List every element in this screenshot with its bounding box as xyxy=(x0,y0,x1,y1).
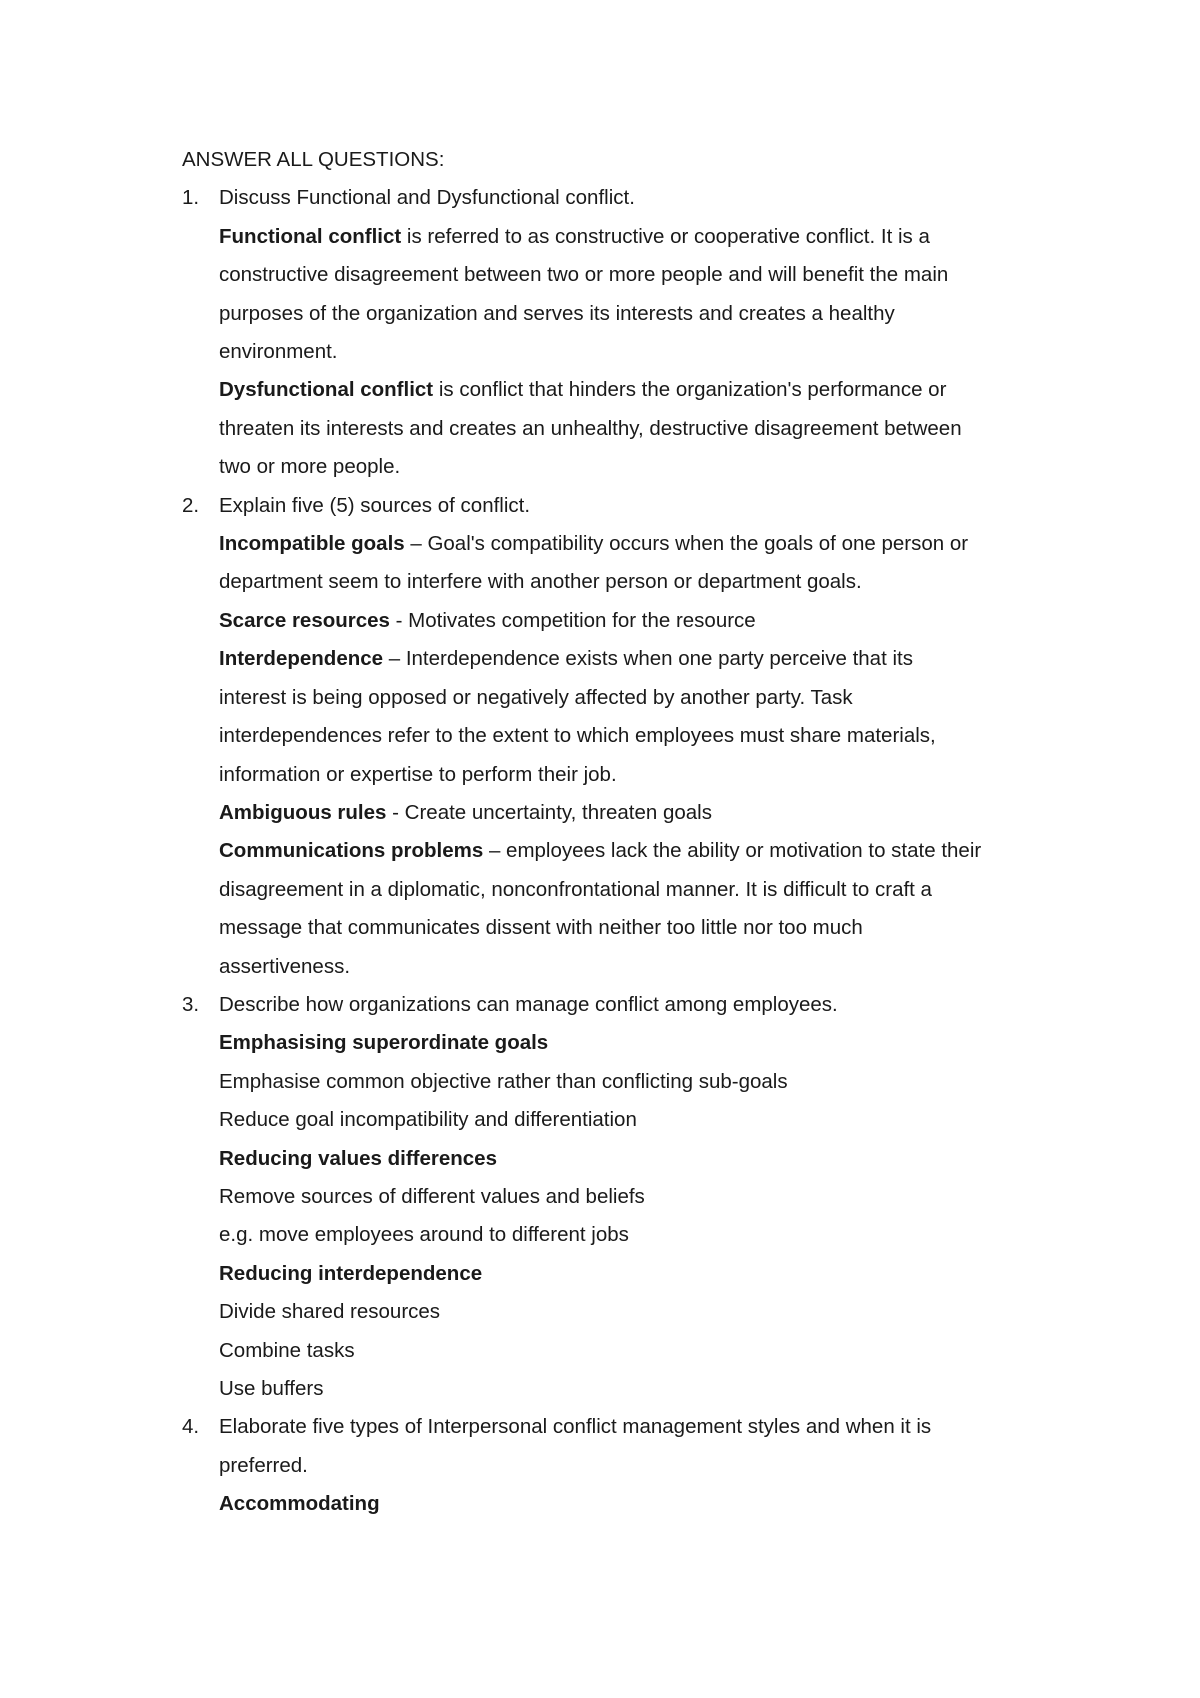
term-label: Dysfunctional conflict xyxy=(219,378,434,402)
document-body xyxy=(182,141,1082,1524)
question-number: 4. xyxy=(182,1415,200,1439)
answer-text: - Create uncertainty, threaten goals xyxy=(386,800,712,824)
answer-text: is conflict that hinders the organization's performance or xyxy=(433,378,947,402)
answer-text: Use buffers xyxy=(219,1377,324,1400)
question-prompt: Discuss Functional and Dysfunctional conflict. xyxy=(219,186,635,210)
term-values-differences: Reducing values differences xyxy=(219,1146,497,1170)
answer-text: constructive disagreement between two or more people and will benefit the main xyxy=(219,263,949,287)
answer-text: Combine tasks xyxy=(219,1338,355,1362)
answer-text: two or more people. xyxy=(219,455,401,479)
answer-functional-conflict xyxy=(219,218,1082,256)
question-2 xyxy=(182,487,1082,986)
answer-text: interdependences refer to the extent to which employees must share materials, xyxy=(219,724,936,748)
answer-text: – employees lack the ability or motivation to state their xyxy=(483,839,982,863)
term-label: Ambiguous rules xyxy=(219,800,387,824)
answer-text: Divide shared resources xyxy=(219,1300,441,1324)
answer-text: – Interdependence exists when one party perceive that its xyxy=(383,647,913,671)
question-4 xyxy=(182,1408,1082,1523)
answer-scarce-resources xyxy=(219,602,1082,640)
answer-text: environment. xyxy=(219,340,338,364)
answer-text: is referred to as constructive or cooperative conflict. It is a xyxy=(401,224,930,248)
term-superordinate-goals: Emphasising superordinate goals xyxy=(219,1031,549,1055)
answer-text: disagreement in a diplomatic, nonconfrontational manner. It is difficult to craft a xyxy=(219,877,932,901)
answer-interdependence xyxy=(219,640,1082,678)
answer-ambiguous-rules xyxy=(219,794,1082,832)
term-reducing-interdependence: Reducing interdependence xyxy=(219,1261,483,1285)
answer-text: Reduce goal incompatibility and differentiation xyxy=(219,1108,637,1132)
question-1 xyxy=(182,179,1082,486)
answer-text: purposes of the organization and serves its interests and creates a healthy xyxy=(219,301,895,325)
question-3 xyxy=(182,986,1082,1408)
answer-text: assertiveness. xyxy=(219,954,351,978)
term-label: Interdependence xyxy=(219,647,384,671)
answer-communications-problems xyxy=(219,832,1082,870)
answer-text: department seem to interfere with another person or department goals. xyxy=(219,570,862,594)
question-number: 3. xyxy=(182,992,200,1016)
term-label: Communications problems xyxy=(219,839,484,863)
answer-text: message that communicates dissent with neither too little nor too much xyxy=(219,916,863,940)
question-number: 1. xyxy=(182,186,200,210)
question-prompt: preferred. xyxy=(219,1453,308,1477)
term-label: Functional conflict xyxy=(219,224,402,248)
answer-dysfunctional-conflict xyxy=(219,371,1082,409)
page-heading: ANSWER ALL QUESTIONS: xyxy=(182,148,445,171)
question-prompt: Elaborate five types of Interpersonal conflict management styles and when it is xyxy=(219,1415,932,1439)
question-number: 2. xyxy=(182,493,200,517)
answer-text: interest is being opposed or negatively affected by another party. Task xyxy=(219,685,853,709)
answer-text: information or expertise to perform their job. xyxy=(219,762,617,786)
term-label: Incompatible goals xyxy=(219,532,405,556)
answer-text: threaten its interests and creates an unhealthy, destructive disagreement between xyxy=(219,416,962,440)
answer-text: Remove sources of different values and beliefs xyxy=(219,1184,645,1208)
term-label: Scarce resources xyxy=(219,608,390,632)
question-prompt: Explain five (5) sources of conflict. xyxy=(219,493,531,517)
term-accommodating: Accommodating xyxy=(219,1492,380,1516)
answer-incompatible-goals xyxy=(219,525,1082,563)
answer-text: Emphasise common objective rather than conflicting sub-goals xyxy=(219,1069,788,1093)
answer-text: e.g. move employees around to different jobs xyxy=(219,1223,629,1247)
answer-text: – Goal's compatibility occurs when the goals of one person or xyxy=(404,532,969,556)
question-prompt: Describe how organizations can manage conflict among employees. xyxy=(219,992,838,1016)
answer-text: - Motivates competition for the resource xyxy=(389,608,756,632)
